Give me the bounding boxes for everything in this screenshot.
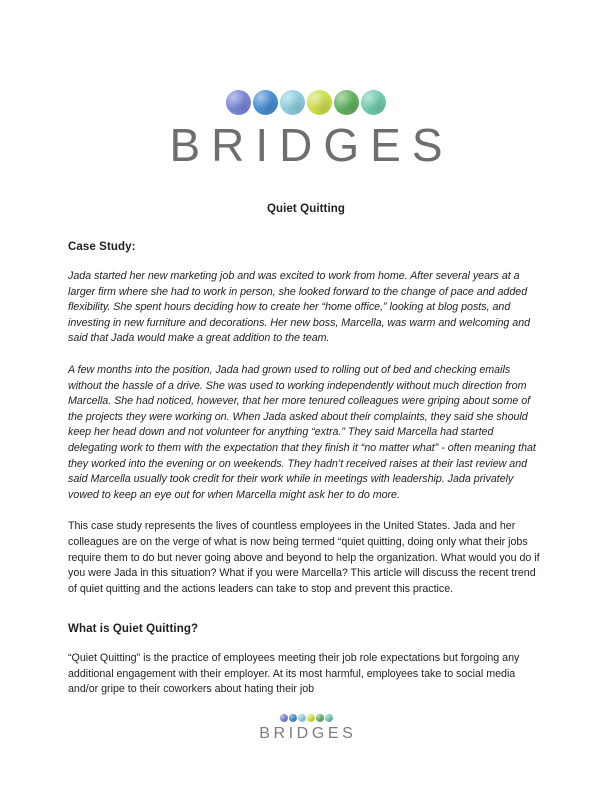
footer-logo-dot-2-icon bbox=[289, 714, 297, 722]
section-heading-what-is-quiet-quitting: What is Quiet Quitting? bbox=[68, 623, 199, 636]
header-brand-logo bbox=[0, 88, 612, 171]
logo-dot-5-icon bbox=[334, 90, 359, 115]
document-body bbox=[68, 241, 545, 698]
paragraph-case-study-1: Jada started her new marketing job and was excited to work from home. After several years at a larger firm where she had to work in person, she looked forward to the change of pace and added flexibility. She spent hours deciding how to create her “home office,” looking at blog posts, and investing in new furniture and decorations. Her new boss, Marcella, was warm and welcoming and said that Jada would make a great addition to the team. bbox=[68, 270, 531, 345]
paragraph-case-study-3: This case study represents the lives of countless employees in the United States. Jada and her colleagues are on the verge of what is now being termed “quiet quitting, doing only what their jobs require them to do but never going above and beyond to help the organization. What would you do if you were Jada in this situation? What if you were Marcella? This article will discuss the recent trend of quiet quitting and the actions leaders can take to stop and prevent this practice. bbox=[68, 520, 540, 595]
footer-logo-dot-row bbox=[280, 713, 333, 723]
footer-brand-logo bbox=[0, 713, 612, 742]
paragraph-what-is-quiet-quitting-1: “Quiet Quitting” is the practice of employees meeting their job role expectations but forgoing any additional engagement with their employer. At its most harmful, employees take to social media and/or gripe to their coworkers about hating their job bbox=[68, 652, 520, 696]
footer-logo-dot-3-icon bbox=[298, 714, 306, 722]
paragraph-case-study-2: A few months into the position, Jada had grown used to rolling out of bed and checking emails without the hassle of a drive. She was used to working independently without much direction from Marcella. She had noticed, however, that her more tenured colleagues were griping about some of the projects they were working on. When Jada asked about their complaints, they said she should keep her head down and not volunteer for anything “extra.” They said Marcella had started delegating work to them with the expectation that they finish it “no matter what” - often meaning that they worked into the evening or on weekends. They hadn’t received raises at their last review and said Marcella usually took credit for their work while in meetings with leadership. Jada privately vowed to keep an eye out for when Marcella might ask her to do more. bbox=[68, 363, 536, 501]
section-heading-case-study: Case Study: bbox=[68, 241, 136, 253]
logo-dot-4-icon bbox=[307, 90, 332, 115]
logo-dot-2-icon bbox=[253, 90, 278, 115]
footer-wordmark: BRIDGES bbox=[259, 725, 357, 742]
logo-dot-row bbox=[226, 88, 386, 116]
logo-dot-3-icon bbox=[280, 90, 305, 115]
header-wordmark: BRIDGES bbox=[169, 119, 454, 171]
logo-dot-1-icon bbox=[226, 90, 251, 115]
footer-logo-dot-4-icon bbox=[307, 714, 315, 722]
logo-dot-6-icon bbox=[361, 90, 386, 115]
page-title: Quiet Quitting bbox=[266, 203, 346, 215]
footer-logo-dot-5-icon bbox=[316, 714, 324, 722]
footer-logo-dot-1-icon bbox=[280, 714, 288, 722]
footer-logo-dot-6-icon bbox=[325, 714, 333, 722]
